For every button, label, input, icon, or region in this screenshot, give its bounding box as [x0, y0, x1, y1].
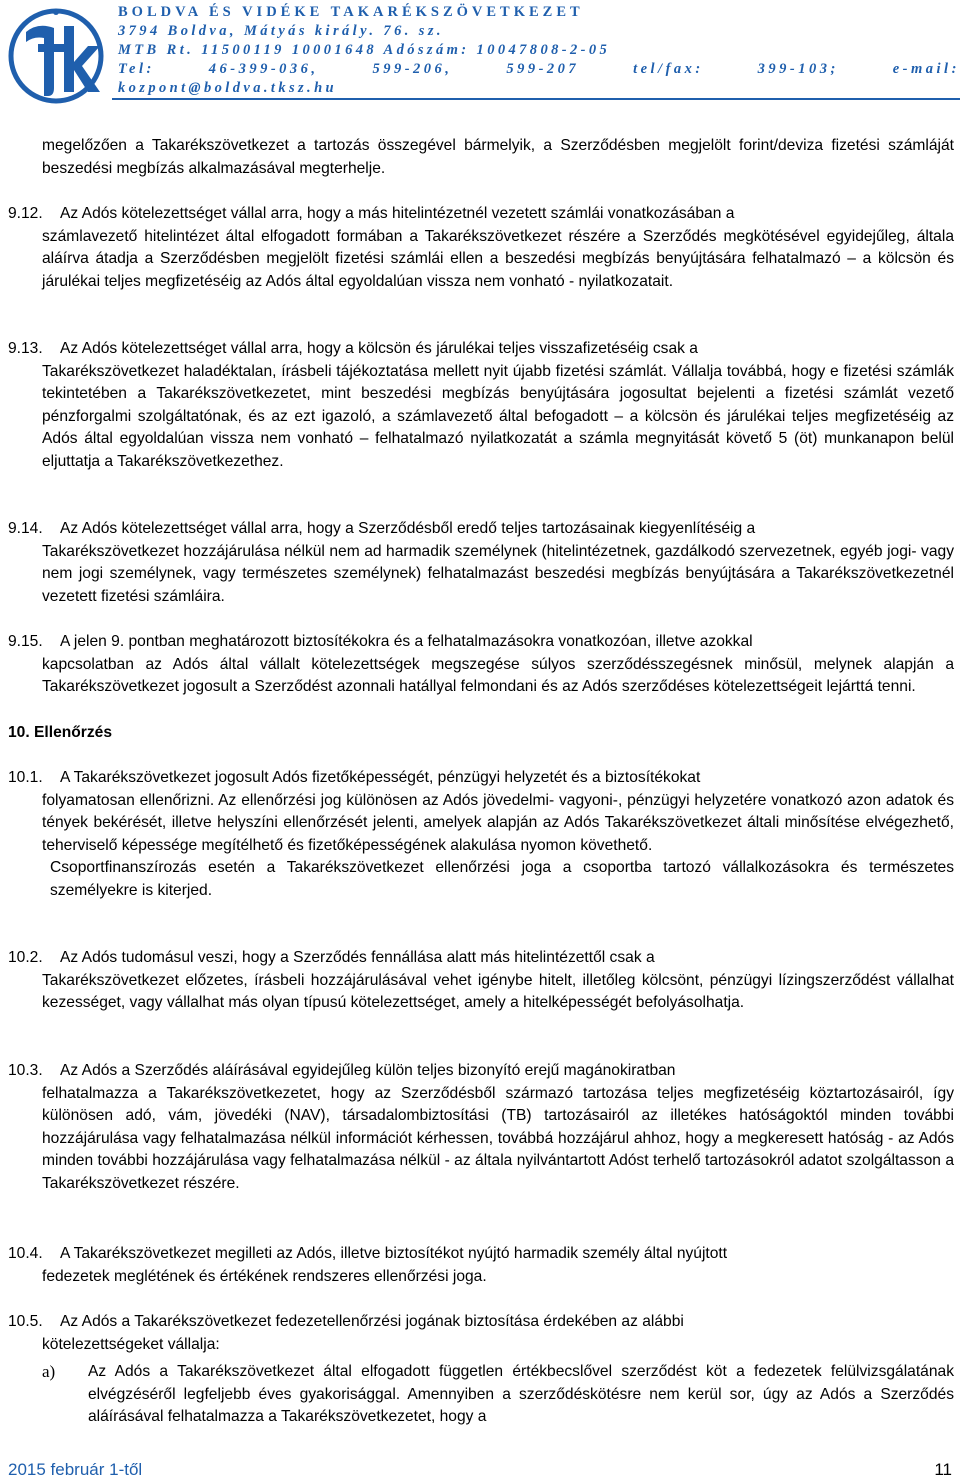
paragraph-number: 9.14.: [8, 520, 43, 537]
contact-part: tel/fax:: [633, 61, 704, 77]
paragraph-number: 9.12.: [8, 205, 43, 222]
paragraph-text: számlavezető hitelintézet által elfogadott formában a Takarékszövetkezet részére a Szerződés megkötésével egyidejűleg, általa aláírva átadja a Szerződésben megjelölt fizetési számlái ellen a beszedési megbízás benyújtására felhatalmazó – a kölcsön és járulékai teljes megfizetéséig az Adós által egyoldalúan vissza nem vonható - nyilatkozatait.: [42, 227, 954, 290]
paragraph-9-12: [8, 203, 954, 293]
paragraph-10-5: [8, 1311, 954, 1356]
paragraph-text: folyamatosan ellenőrizni. Az ellenőrzési jog különösen az Adós jövedelmi- vagyoni-, pénzügyi helyzetére vonatkozó azon adatok és tények bekérését, illetve helyszíni ellenőrzését jelenti, amelyek alapján az Adós Takarékszövetkezet általi minősítése elvégezhető, teherviselő képessége megítélhető és fizetőképességének alakulása nyomon követhető.: [42, 791, 954, 854]
paragraph-text: Csoportfinanszírozás esetén a Takarékszövetkezet ellenőrzési joga a csoportba tartozó vállalkozásokra és természetes személyekre is kiterjed.: [50, 859, 954, 899]
paragraph-9-15: [8, 631, 954, 699]
paragraph-number: 10.5.: [8, 1313, 43, 1330]
paragraph-number: 10.1.: [8, 769, 43, 786]
paragraph-text: Az Adós tudomásul veszi, hogy a Szerződés fennállása alatt más hitelintézettől csak a: [60, 949, 655, 966]
paragraph-10-3: [8, 1060, 954, 1196]
section-heading-10: 10. Ellenőrzés: [8, 724, 113, 741]
paragraph-number: 9.15.: [8, 633, 43, 650]
paragraph-text: Az Adós a Szerződés aláírásával egyidejűleg külön teljes bizonyító erejű magánokiratban: [60, 1062, 676, 1079]
contact-part: 599-207: [506, 61, 580, 77]
contact-part: 599-206,: [372, 61, 453, 77]
paragraph-text: Takarékszövetkezet hozzájárulása nélkül nem ad harmadik személynek (hitelintézetnek, gazdálkodó szervezetnek, egyéb jogi- vagy nem jogi személynek, vagy természetes személynek) felhatalmazást beszedési megbízás benyújtására a Takarékszövetkezetnél vezetett fizetési számláira.: [42, 542, 954, 605]
company-address: 3794 Boldva, Mátyás király. 76. sz.: [118, 23, 444, 39]
contact-part: Tel:: [118, 61, 155, 77]
page-footer: [8, 1458, 952, 1482]
paragraph-text: kötelezettségeket vállalja:: [42, 1335, 220, 1353]
paragraph-10-2: [8, 947, 954, 1015]
list-item-text: Az Adós a Takarékszövetkezet által elfogadott független értékbecslővel szerződést köt a fedezetek felülvizsgálatának elvégzéséről legfeljebb éves gyakorisággal. Amennyiben a szerződéskötésre nem kerül sor, úgy az Adós a Szerződés aláírásával felhatalmazza a Takarékszövetkezetet, hogy a: [88, 1363, 954, 1426]
header-divider: [112, 98, 960, 100]
paragraph-number: 10.4.: [8, 1245, 43, 1262]
paragraph-text: Az Adós kötelezettséget vállal arra, hogy a más hitelintézetnél vezetett számlái vonatkozásában a: [60, 205, 735, 222]
paragraph-text: A Takarékszövetkezet megilleti az Adós, illetve biztosítékot nyújtó harmadik személy által nyújtott: [60, 1245, 728, 1262]
paragraph-text: Takarékszövetkezet haladéktalan, írásbeli tájékoztatása mellett nyit újabb fizetési számlát. Vállalja továbbá, hogy e fizetési számlák tekintetében a Takarékszövetkezetet, mint beszedési megbízás benyújtására jogosultat bejelenti a fizetési számlát vezető pénzforgalmi szolgáltatónak, és az ezt igazoló, a számlavezető által befogadott – a kölcsön és járulékai teljes megfizetéséig az Adós által egyoldalúan vissza nem vonható – felhatalmazó nyilatkozatát a számla megnyitását követő 5 (öt) munkanapon belül eljuttatja a Takarékszövetkezethez.: [42, 362, 954, 470]
company-name: BOLDVA ÉS VIDÉKE TAKARÉKSZÖVETKEZET: [118, 4, 584, 20]
letterhead: [0, 0, 960, 115]
paragraph-text: Az Adós kötelezettséget vállal arra, hogy a Szerződésből eredő teljes tartozásainak kiegyenlítéséig a: [60, 520, 756, 537]
paragraph-9-14: [8, 518, 954, 608]
company-email: kozpont@boldva.tksz.hu: [118, 80, 338, 96]
tk-logo-icon: [8, 4, 104, 108]
contact-part: e-mail:: [892, 61, 960, 77]
contact-part: 399-103;: [757, 61, 839, 77]
footer-date: 2015 február 1-től: [8, 1460, 143, 1479]
paragraph-text: A Takarékszövetkezet jogosult Adós fizetőképességét, pénzügyi helyzetét és a biztosítékokat: [60, 769, 701, 786]
paragraph-text: fedezetek meglétének és értékének rendszeres ellenőrzési joga.: [42, 1267, 487, 1285]
list-item-a: [42, 1361, 954, 1429]
paragraph-text: felhatalmazza a Takarékszövetkezetet, hogy az Szerződésből származó tartozása teljes megfizetéséig köztartozásairól, így különösen adó, vám, jövedéki (NAV), társadalombiztosítási (TB) tartozásairól az illetékes hatóságoktól minden további hozzájárulása vagy felhatalmazása nélkül információt kérhessen, továbbá hozzájárul ahhoz, hogy a megkeresett hatóság - az Adós minden további hozzájárulása vagy felhatalmazása nélkül - az általa nyilvántartott Adóst terhelő tartozásokról adatot szolgáltasson a Takarékszövetkezet részére.: [42, 1084, 954, 1192]
paragraph-text: kapcsolatban az Adós által vállalt kötelezettségek megszegése súlyos szerződésszegésnek minősül, melynek alapján a Takarékszövetkezet jogosult a Szerződést azonnali hatállyal felmondani és az Adós szerződéses kötelezettségeit lejárttá tenni.: [42, 655, 954, 696]
paragraph-number: 9.13.: [8, 340, 43, 357]
contact-part: 46-399-036,: [208, 61, 319, 77]
paragraph-text: Takarékszövetkezet előzetes, írásbeli hozzájárulásával vehet igénybe hitelt, illetőleg kölcsönt, pénzügyi lízingszerződést vállalhat kezességet, vagy vállalhat más olyan típusú kötelezettséget, amely a hitelképességét befolyásolhatja.: [42, 971, 954, 1012]
paragraph-number: 10.2.: [8, 949, 43, 966]
company-bank-tax: MTB Rt. 11500119 10001648 Adószám: 10047808-2-05: [118, 42, 611, 58]
paragraph-text: Az Adós kötelezettséget vállal arra, hogy a kölcsön és járulékai teljes visszafizetéséig csak a: [60, 340, 698, 357]
company-contacts: [118, 60, 960, 79]
intro-paragraph: megelőzően a Takarékszövetkezet a tartozás összegével bármelyik, a Szerződésben megjelölt forint/deviza fizetési számláját beszedési megbízás alkalmazásával megterhelje.: [42, 137, 954, 177]
paragraph-9-13: [8, 338, 954, 474]
paragraph-number: 10.3.: [8, 1062, 43, 1079]
paragraph-10-4: [8, 1243, 954, 1288]
paragraph-text: A jelen 9. pontban meghatározott biztosítékokra és a felhatalmazásokra vonatkozóan, illetve azokkal: [60, 633, 753, 650]
list-marker: a): [42, 1362, 56, 1381]
paragraph-10-1: [8, 767, 954, 903]
letterhead-text: [118, 3, 960, 98]
paragraph-text: Az Adós a Takarékszövetkezet fedezetellenőrzési jogának biztosítása érdekében az alábbi: [60, 1313, 684, 1330]
page-number: 11: [934, 1460, 952, 1479]
